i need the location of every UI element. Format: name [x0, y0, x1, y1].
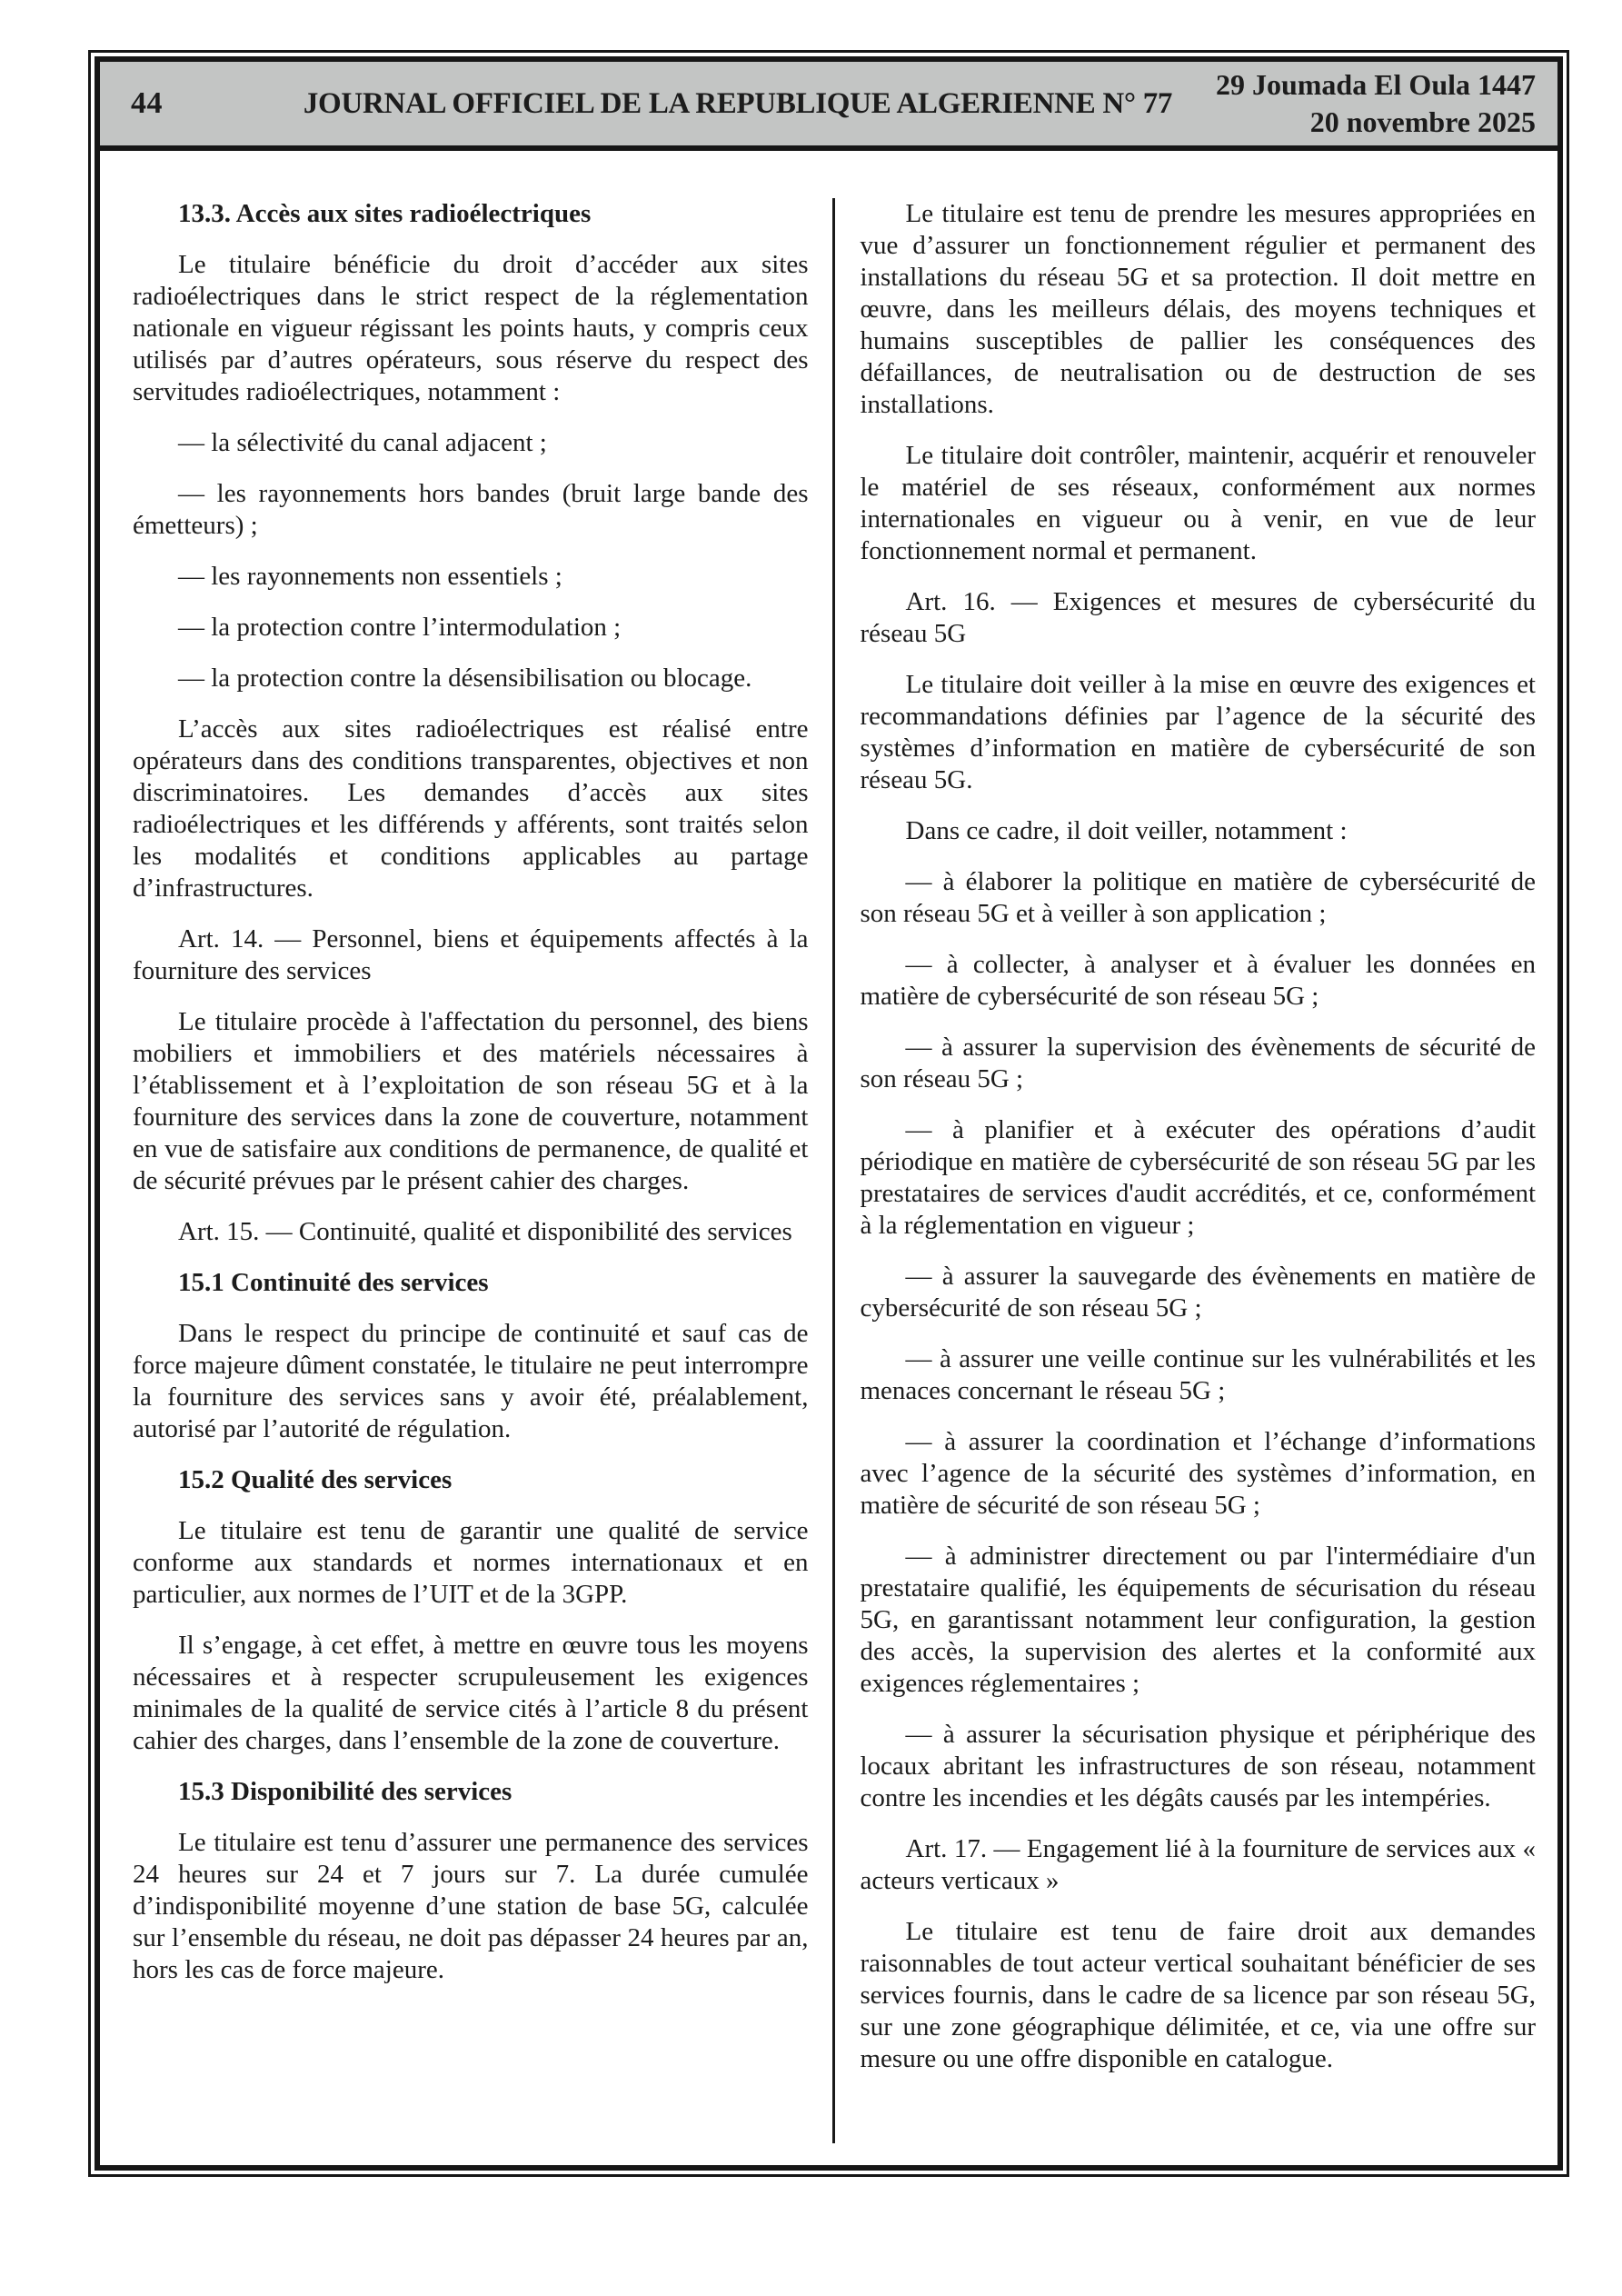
paragraph: Dans le respect du principe de continuité et sauf cas de force majeure dûment constatée, le titulaire ne peut interrompre la fourniture des services sans y avoir été, préalablement, autorisé par l’autorité de régulation.	[133, 1319, 809, 1443]
paragraph: — à assurer la coordination et l’échange d’informations avec l’agence de la sécurité des systèmes d’information, en matière de sécurité de son réseau 5G ;	[860, 1427, 1536, 1520]
section-heading: 15.2 Qualité des services	[178, 1465, 453, 1494]
paragraph: — à assurer la sécurisation physique et périphérique des locaux abritant les infrastructures de son réseau, notamment contre les incendies et les dégâts causés par les intempéries.	[860, 1720, 1536, 1812]
paragraph: — à assurer la supervision des évènements de sécurité de son réseau 5G ;	[860, 1033, 1536, 1093]
paragraph: Art. 16. — Exigences et mesures de cybersécurité du réseau 5G	[860, 587, 1536, 648]
paragraph: L’accès aux sites radioélectriques est réalisé entre opérateurs dans des conditions transparentes, objectives et non discriminatoires. Les demandes d’accès aux sites radioélectriques et les différends y afférents, sont traités selon les modalités et conditions applicables au partage d’infrastructures.	[133, 714, 809, 903]
paragraph: Le titulaire procède à l'affectation du personnel, des biens mobiliers et immobiliers et des matériels nécessaires à l’établissement et à l’exploitation de son réseau 5G et à la fourniture des services dans la zone de couverture, notamment en vue de satisfaire aux conditions de permanence, de qualité et de sécurité prévues par le présent cahier des charges.	[133, 1007, 809, 1195]
section-heading: 15.3 Disponibilité des services	[178, 1777, 512, 1806]
header-dates	[1209, 66, 1536, 141]
date-gregorian: 20 novembre 2025	[1309, 105, 1536, 138]
paragraph: Le titulaire est tenu de prendre les mesures appropriées en vue d’assurer un fonctionnement régulier et permanent des installations du réseau 5G et sa protection. Il doit mettre en œuvre, dans les meilleurs délais, des moyens techniques et humains susceptibles de pallier les conséquences des défaillances, de neutralisation ou de destruction de ses installations.	[860, 199, 1536, 419]
paragraph: Art. 15. — Continuité, qualité et disponibilité des services	[178, 1217, 792, 1246]
section-heading: 15.1 Continuité des services	[178, 1268, 489, 1297]
paragraph: Art. 17. — Engagement lié à la fourniture de services aux « acteurs verticaux »	[860, 1834, 1536, 1895]
paragraph: — la protection contre l’intermodulation ;	[178, 613, 622, 642]
page-number: 44	[131, 86, 163, 120]
column-right	[835, 198, 1544, 2143]
paragraph: — à administrer directement ou par l'intermédiaire d'un prestataire qualifié, les équipements de sécurisation du réseau 5G, en garantissant notamment leur configuration, la gestion des accès, la supervision des alertes et la conformité aux exigences réglementaires ;	[860, 1542, 1536, 1698]
paragraph: Art. 14. — Personnel, biens et équipements affectés à la fourniture des services	[133, 924, 809, 985]
paragraph: — la protection contre la désensibilisation ou blocage.	[178, 664, 752, 693]
paragraph: Le titulaire bénéficie du droit d’accéder aux sites radioélectriques dans le strict respect de la réglementation nationale en vigueur régissant les points hauts, y compris ceux utilisés par d’autres opérateurs, sous réserve du respect des servitudes radioélectriques, notamment :	[133, 250, 809, 406]
paragraph: Le titulaire doit veiller à la mise en œuvre des exigences et recommandations définies par l’agence de la sécurité des systèmes d’information en matière de cybersécurité de son réseau 5G.	[860, 670, 1536, 794]
paragraph: — les rayonnements non essentiels ;	[178, 562, 562, 591]
column-left	[114, 198, 832, 2143]
content-columns	[114, 198, 1543, 2143]
paragraph: Le titulaire est tenu d’assurer une permanence des services 24 heures sur 24 et 7 jours sur 7. La durée cumulée d’indisponibilité moyenne d’une station de base 5G, calculée sur l’ensemble du réseau, ne doit pas dépasser 24 heures par an, hors les cas de force majeure.	[133, 1828, 809, 1984]
paragraph: — à planifier et à exécuter des opérations d’audit périodique en matière de cybersécurité de son réseau 5G par les prestataires de services d'audit accrédités, et ce, conformément à la réglementation en vigueur ;	[860, 1115, 1536, 1240]
section-heading: 13.3. Accès aux sites radioélectriques	[178, 199, 592, 228]
paragraph: Le titulaire est tenu de faire droit aux demandes raisonnables de tout acteur vertical souhaitant bénéficier de ses services fournis, dans le cadre de sa licence par son réseau 5G, sur une zone géographique délimitée, et ce, via une offre sur mesure ou une offre disponible en catalogue.	[860, 1917, 1536, 2073]
page-frame	[95, 56, 1563, 2171]
paragraph: — à collecter, à analyser et à évaluer les données en matière de cybersécurité de son réseau 5G ;	[860, 950, 1536, 1011]
paragraph: — les rayonnements hors bandes (bruit large bande des émetteurs) ;	[133, 479, 809, 540]
journal-title: JOURNAL OFFICIEL DE LA REPUBLIQUE ALGERIENNE N° 77	[303, 86, 1173, 120]
paragraph: Le titulaire doit contrôler, maintenir, acquérir et renouveler le matériel de ses réseaux, conformément aux normes internationales en vigueur ou à venir, en vue de leur fonctionnement normal et permanent.	[860, 441, 1536, 565]
paragraph: Le titulaire est tenu de garantir une qualité de service conforme aux standards et normes internationaux et en particulier, aux normes de l’UIT et de la 3GPP.	[133, 1516, 809, 1609]
paragraph: Il s’engage, à cet effet, à mettre en œuvre tous les moyens nécessaires et à respecter scrupuleusement les exigences minimales de la qualité de service cités à l’article 8 du présent cahier des charges, dans l’ensemble de la zone de couverture.	[133, 1631, 809, 1755]
paragraph: — à assurer une veille continue sur les vulnérabilités et les menaces concernant le réseau 5G ;	[860, 1344, 1536, 1405]
date-hijri: 29 Joumada El Oula 1447	[1215, 68, 1536, 101]
paragraph: — la sélectivité du canal adjacent ;	[178, 428, 547, 457]
paragraph: — à élaborer la politique en matière de cybersécurité de son réseau 5G et à veiller à son application ;	[860, 867, 1536, 928]
paragraph: Dans ce cadre, il doit veiller, notamment :	[905, 816, 1348, 845]
page-header	[100, 62, 1557, 151]
paragraph: — à assurer la sauvegarde des évènements en matière de cybersécurité de son réseau 5G ;	[860, 1262, 1536, 1323]
